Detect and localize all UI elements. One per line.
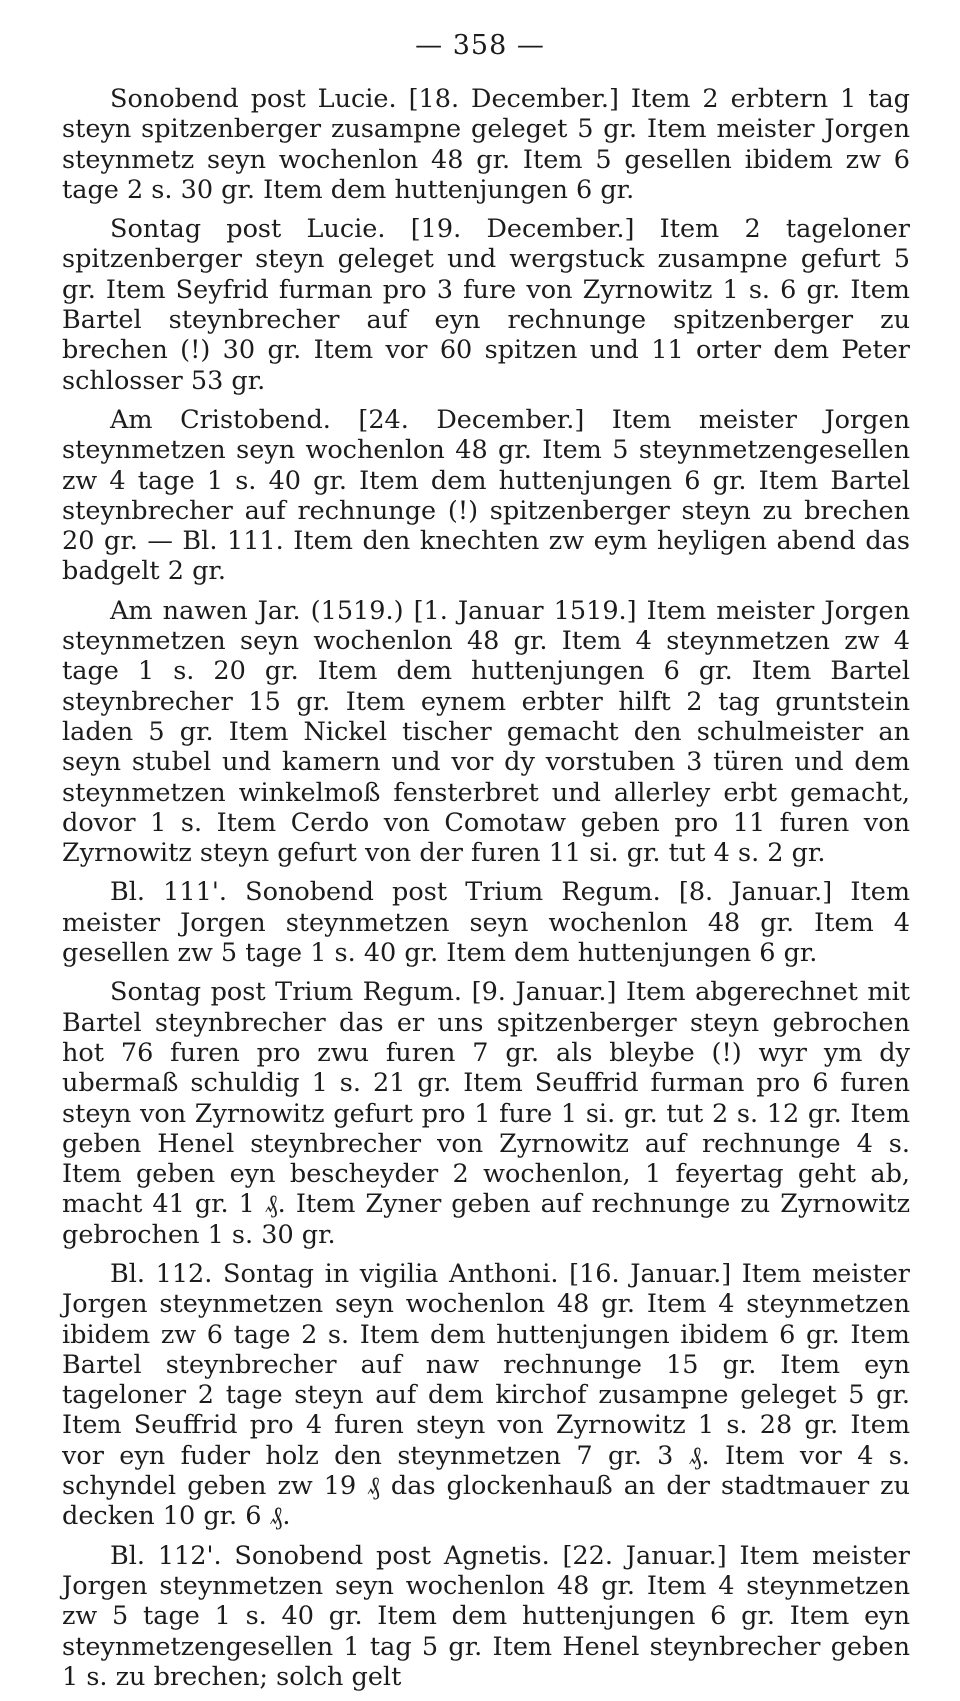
paragraph-nawen-jar: Am nawen Jar. (1519.) [1. Januar 1519.] Item meister Jorgen steynmetzen seyn wochenlon 48 gr. Item 4 steynmetzen zw 4 tage 1 s. 20 gr. Item dem huttenjungen 6 gr. Item Bartel steynbrecher 15 gr. Item eynem erbter hilft 2 tag gruntstein laden 5 gr. Item Nickel tischer gemacht den schulmeister an seyn stubel und kamern und vor dy vorstuben 3 türen und dem steynmetzen winkelmoß fensterbret und allerley erbt gemacht, dovor 1 s. Item Cerdo von Comotaw geben pro 11 furen von Zyrnowitz steyn gefurt von der furen 11 si. gr. tut 4 s. 2 gr. [62, 595, 910, 869]
page-number: — 358 — [415, 30, 545, 61]
paragraph-vigilia-anthoni: Bl. 112. Sontag in vigilia Anthoni. [16. Januar.] Item meister Jorgen steynmetzen seyn wochenlon 48 gr. Item 4 steynmetzen ibidem zw 6 tage 2 s. Item dem huttenjungen ibidem 6 gr. Item Bartel steynbrecher auf naw rechnunge 15 gr. Item eyn tageloner 2 tage steyn auf dem kirchof zusampne geleget 5 gr. Item Seuffrid pro 4 furen steyn von Zyrnowitz 1 s. 28 gr. Item vor eyn fuder holz den steynmetzen 7 gr. 3 ₰. Item vor 4 s. schyndel geben zw 19 ₰ das glockenhauß an der stadtmauer zu decken 10 gr. 6 ₰. [62, 1258, 910, 1532]
paragraph-sontag-post-lucie: Sontag post Lucie. [19. December.] Item 2 tageloner spitzenberger steyn geleget und wergstuck zusampne gefurt 5 gr. Item Seyfrid furman pro 3 fure von Zyrnowitz 1 s. 6 gr. Item Bartel steynbrecher auf eyn rechnunge spitzenberger zu brechen (!) 30 gr. Item vor 60 spitzen und 11 orter dem Peter schlosser 53 gr. [62, 214, 910, 396]
paragraph-sontag-trium-regum: Sontag post Trium Regum. [9. Januar.] Item abgerechnet mit Bartel steynbrecher das er uns spitzenberger steyn gebrochen hot 76 furen pro zwu furen 7 gr. als bleybe (!) wyr ym dy ubermaß schuldig 1 s. 21 gr. Item Seuffrid furman pro 6 furen steyn von Zyrnowitz gefurt pro 1 fure 1 si. gr. tut 2 s. 12 gr. Item geben Henel steynbrecher von Zyrnowitz auf rechnunge 4 s. Item geben eyn bescheyder 2 wochenlon, 1 feyertag geht ab, macht 41 gr. 1 ₰. Item Zyner geben auf rechnunge zu Zyrnowitz gebrochen 1 s. 30 gr. [62, 977, 910, 1250]
document-body [62, 84, 910, 1701]
paragraph-sonobend-trium-regum: Bl. 111'. Sonobend post Trium Regum. [8. Januar.] Item meister Jorgen steynmetzen seyn wochenlon 48 gr. Item 4 gesellen zw 5 tage 1 s. 40 gr. Item dem huttenjungen 6 gr. [62, 877, 910, 969]
paragraph-post-agnetis: Bl. 112'. Sonobend post Agnetis. [22. Januar.] Item meister Jorgen steynmetzen seyn wochenlon 48 gr. Item 4 steynmetzen zw 5 tage 1 s. 40 gr. Item dem huttenjungen 6 gr. Item eyn steynmetzengesellen 1 tag 5 gr. Item Henel steynbrecher geben 1 s. zu brechen; solch gelt [62, 1540, 910, 1692]
paragraph-cristobend: Am Cristobend. [24. December.] Item meister Jorgen steynmetzen seyn wochenlon 48 gr. Item 5 steynmetzengesellen zw 4 tage 1 s. 40 gr. Item dem huttenjungen 6 gr. Item Bartel steynbrecher auf rechnunge (!) spitzenberger steyn zu brechen 20 gr. — Bl. 111. Item den knechten zw eym heyligen abend das badgelt 2 gr. [62, 404, 910, 587]
paragraph-sonobend-post-lucie: Sonobend post Lucie. [18. December.] Item 2 erbtern 1 tag steyn spitzenberger zusampne geleget 5 gr. Item meister Jorgen steynmetz seyn wochenlon 48 gr. Item 5 gesellen ibidem zw 6 tage 2 s. 30 gr. Item dem huttenjungen 6 gr. [62, 84, 910, 205]
